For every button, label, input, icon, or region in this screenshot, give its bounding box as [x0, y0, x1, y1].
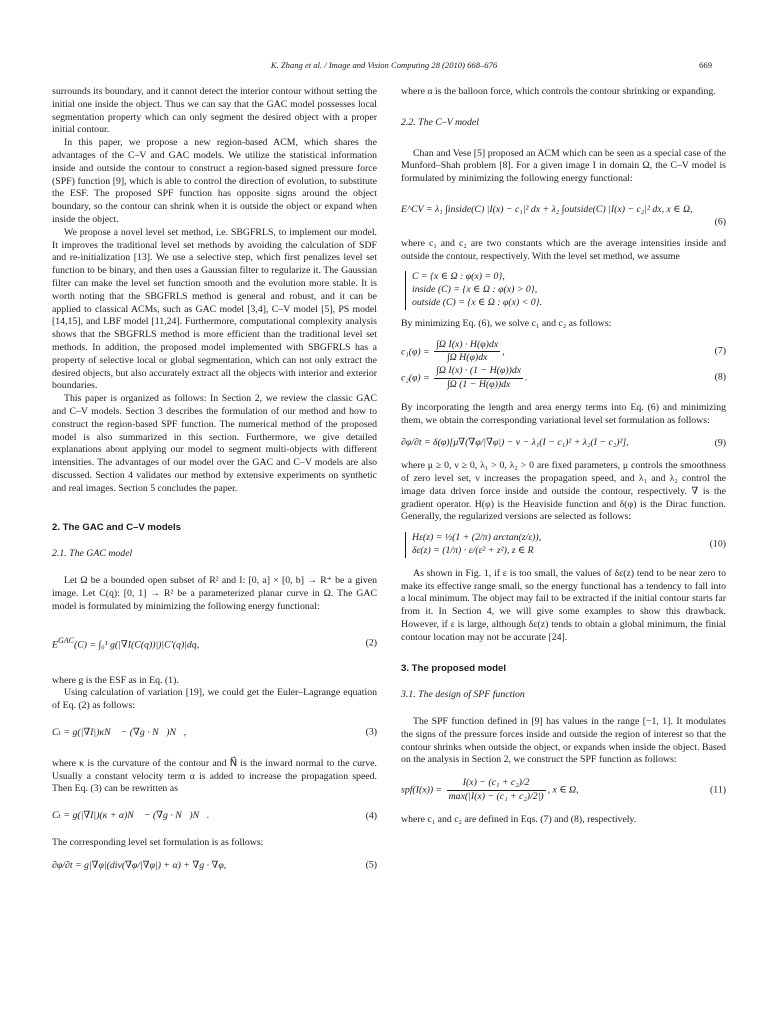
- paragraph: Chan and Vese [5] proposed an ACM which can be seen as a special case of the Munford–Shah problem [8]. For a given image I in domain Ω, the C–V model is formulated by minimizing the following energy functional:: [401, 147, 726, 185]
- subsection-heading: 2.1. The GAC model: [52, 548, 133, 560]
- equation-number: (2): [365, 637, 377, 649]
- equation-5: ∂φ/∂t = g|∇φ|(div(∇φ/|∇φ|) + α) + ∇g · ∇φ, (5): [52, 859, 377, 871]
- paragraph: In this paper, we propose a new region-based ACM, which shares the advantages of the C–V and GAC models. We utilize the statistical information inside and outside the contour to construct a region-based signed pressure force (SPF) function [9], which is able to control the direction of evolution, to substitute the ESF. The proposed SPF function has opposite signs around the object boundary, so the contour can shrink when it is outside the object or expand when inside the object.: [52, 137, 377, 225]
- paragraph: By incorporating the length and area energy terms into Eq. (6) and minimizing them, we obtain the corresponding variational level set formulation as follows:: [401, 401, 726, 426]
- equation-number: (8): [714, 372, 726, 384]
- equation-number: (3): [365, 726, 377, 738]
- paragraph: surrounds its boundary, and it cannot detect the interior contour without setting the initial one inside the object. Thus we can say that the GAC model possesses local segmentation property which can only segment the desired object with a proper initial contour.: [52, 86, 377, 136]
- paragraph: Using calculation of variation [19], we could get the Euler–Lagrange equation of Eq. (2) as follows:: [52, 687, 377, 712]
- equation-10: Hε(z) = ½(1 + (2/π) arctan(z/ε)), δε(z) = (1/π) · ε/(ε² + z²), z ∈ R (10): [405, 532, 726, 558]
- paragraph: where c₁ and c₂ are two constants which are the average intensities inside and outside the contour, respectively. With the level set method, we assume: [401, 237, 726, 262]
- subsection-heading: 2.2. The C–V model: [401, 116, 479, 128]
- paragraph: where α is the balloon force, which controls the contour shrinking or expanding.: [401, 86, 716, 97]
- paragraph: By minimizing Eq. (6), we solve c₁ and c₂ as follows:: [401, 317, 612, 329]
- subsection-heading: 3.1. The design of SPF function: [401, 689, 525, 701]
- equation-number: (5): [365, 859, 377, 871]
- paragraph: We propose a novel level set method, i.e. SBGFRLS, to implement our model. It improves the traditional level set methods by avoiding the calculation of SDF and re-initialization [13]. We use a selective step, which first penalizes level set function to be binary, and then uses a Gaussian filter to regularize it. The Gaussian filter can make the level set function smooth and the evolution more stable. It is worth noting that the SBGFRLS method is general and robust, and it can be applied to classical ACMs, such as GAC model [3,4], C–V model [5], PS model [14,15], and LBF model [11,24]. Furthermore, computational complexity analysis shows that the SBGFRLS method is more efficient than the traditional level set methods. In addition, the proposed model implemented with SBGFRLS has a property of selective local or global segmentation, which can not only extract the desired objects, but also accurately extract all the objects with interior and exterior boundaries.: [52, 226, 377, 392]
- equation-number: (9): [714, 437, 726, 449]
- equation-3: Cₜ = g(|∇I|)κN⃗ − (∇g · N⃗)N⃗, (3): [52, 726, 377, 738]
- equation-number: (10): [709, 538, 726, 550]
- page-header: [0, 60, 768, 74]
- equation-6: E^CV = λ₁ ∫inside(C) |I(x) − c₁|² dx + λ₂ ∫outside(C) |I(x) − c₂|² dx, x ∈ Ω,: [401, 203, 693, 215]
- section-heading: 2. The GAC and C–V models: [52, 521, 182, 533]
- equation-4: Cₜ = g(|∇I|)(κ + α)N⃗ − (∇g · N⃗)N⃗. (4): [52, 810, 377, 822]
- paragraph: The corresponding level set formulation is as follows:: [52, 836, 264, 848]
- running-head: K. Zhang et al. / Image and Vision Computing 28 (2010) 668–676: [270, 60, 498, 70]
- equation-9: ∂φ/∂t = δ(φ)[μ∇(∇φ/|∇φ|) − ν − λ₁(I − c₁)² + λ₂(I − c₂)²], (9): [401, 437, 726, 449]
- level-set-definitions: [405, 271, 726, 309]
- section-heading: 3. The proposed model: [401, 662, 507, 674]
- paragraph: As shown in Fig. 1, if ε is too small, the values of δε(z) tend to be near zero to make its effective range small, so the energy functional has a tendency to fall into a local minimum. The object may fail to be extracted if the initial contour starts far from it. In Section 4, we will give some examples to show this drawback. However, if ε is large, although δε(z) tends to obtain a global minimum, the finial contour location may not be accurate [24].: [401, 567, 726, 643]
- set-definition: inside (C) = {x ∈ Ω : φ(x) > 0},: [412, 284, 538, 296]
- equation-number: (4): [365, 810, 377, 822]
- equation-11: spf(I(x)) = $\frac{\text{I(x) − (c₁ + c₂)/2}}{\text{max(|I(x) − (c₁ + c₂)/2|)}}$ , x ∈ Ω, (11): [401, 777, 726, 803]
- set-definition: outside (C) = {x ∈ Ω : φ(x) < 0}.: [412, 296, 543, 308]
- equation-6-number-row: [401, 217, 726, 230]
- equation-number: (6): [714, 216, 726, 228]
- page-number: 669: [699, 60, 712, 70]
- paragraph: This paper is organized as follows: In Section 2, we review the classic GAC and C–V models. Section 3 describes the formulation of our method and how to construct the region-based SPF function. The numerical method of the proposed model is also summarized in this section. Furthermore, we give detailed explanations about applying our model to segment multi-objects with different intensities. The advantages of our model over the GAC and C–V models are also discussed. Section 4 validates our method by extensive experiments on synthetic and real images. Section 5 concludes the paper.: [52, 393, 377, 494]
- paragraph: where κ is the curvature of the contour and N⃗ is the inward normal to the curve. Usually a constant velocity term α is added to increase the propagation speed. Then Eq. (3) can be rewritten as: [52, 757, 377, 795]
- equation-number: (11): [710, 784, 726, 796]
- paragraph: The SPF function defined in [9] has values in the range [−1, 1]. It modulates the signs of the pressure forces inside and outside the region of interest so that the contour shrinks when outside the object, or expands when inside the object. Based on the analysis in Section 2, we construct the SPF function as follows:: [401, 716, 726, 766]
- equation-2: $E^{GAC}(C) = \int_0^1$ g(|∇I(C(q))|)|C′(q)|dq, (2): [52, 636, 377, 651]
- equation-7: c₁(φ) = $\frac{\text{∫Ω I(x) · H(φ)dx}}{\text{∫Ω H(φ)dx}}$ , (7): [401, 338, 726, 364]
- paragraph: where c₁ and c₂ are defined in Eqs. (7) and (8), respectively.: [401, 813, 637, 825]
- right-column: [401, 86, 726, 827]
- paragraph: where μ ≥ 0, ν ≥ 0, λ₁ > 0, λ₂ > 0 are fixed parameters, μ controls the smoothness of zero level set, ν increases the propagation speed, and λ₁ and λ₂ control the image data driven force inside and outside the contour, respectively. ∇ is the gradient operator. H(φ) is the Heaviside function and δ(φ) is the Dirac function. Generally, the regularized versions are selected as follows:: [401, 460, 726, 523]
- paragraph: Let Ω be a bounded open subset of R² and I: [0, a] × [0, b] → R⁺ be a given image. Let C(q): [0, 1] → R² be a parameterized planar curve in Ω. The GAC model is formulated by minimizing the following energy functional:: [52, 575, 377, 612]
- equation-number: (7): [714, 345, 726, 357]
- equation-8: c₂(φ) = $\frac{\text{∫Ω I(x) · (1 − H(φ))dx}}{\int\Omega (1 - H(\varphi))dx}$ . (8): [401, 365, 726, 390]
- set-definition: C = {x ∈ Ω : φ(x) = 0},: [412, 271, 505, 283]
- left-column: [52, 86, 377, 873]
- paragraph: where g is the ESF as in Eq. (1).: [52, 674, 179, 686]
